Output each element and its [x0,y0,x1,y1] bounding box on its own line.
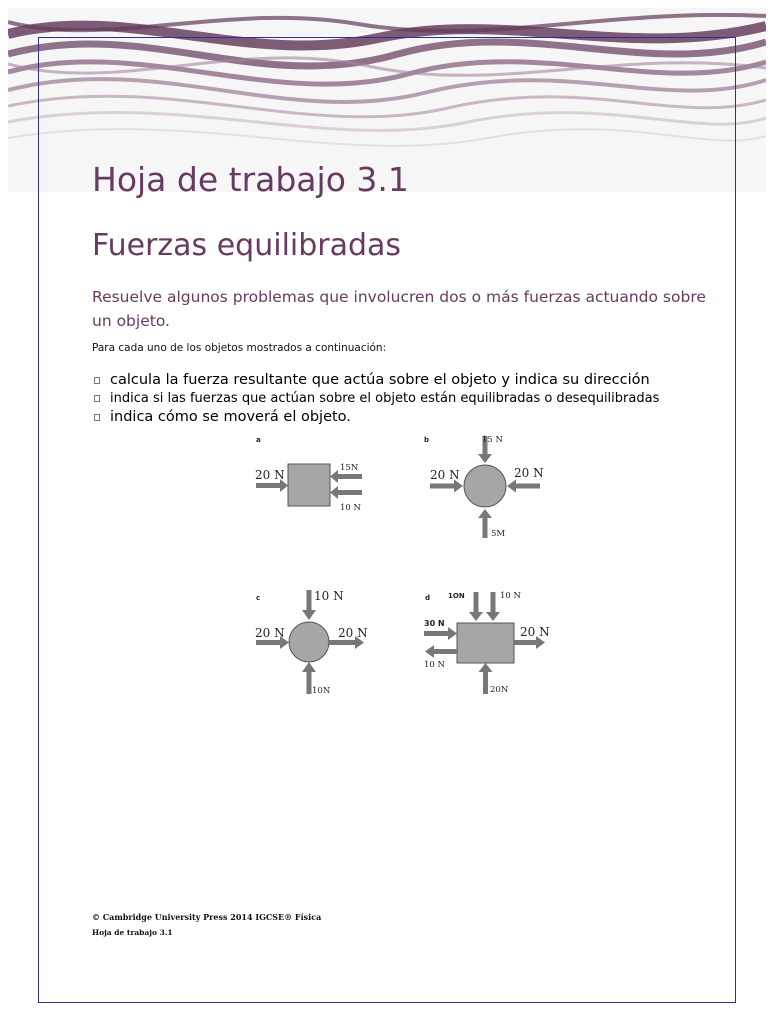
ball-object [289,622,329,662]
diagram-d-tag: d [425,594,431,602]
box-object [457,623,514,663]
force-label-top: 15 N [482,435,503,445]
force-label-top-right: 10 N [500,591,521,601]
force-arrow-right-bottom [330,486,362,499]
diagram-b-tag: b [424,436,430,444]
bullet-text: indica si las fuerzas que actúan sobre el objeto están equilibradas o desequilibradas [110,391,660,406]
force-label-bottom: 5M [491,529,506,539]
page-title: Hoja de trabajo 3.1 [92,160,409,199]
bullet-icon [94,395,100,402]
ball-object [464,465,506,507]
force-label-bottom: 20N [490,685,509,695]
force-label-left: 20 N [255,468,285,482]
force-label-top: 10 N [314,589,344,603]
list-item [92,408,659,427]
force-label-left-top: 30 N [424,619,445,628]
force-label-left: 20 N [255,626,285,640]
intro-text: Resuelve algunos problemas que involucren dos o más fuerzas actuando sobre un objeto. [92,288,706,330]
force-label-right-bottom: 10 N [340,503,361,513]
force-label-bottom: 10N [312,686,331,696]
page-subtitle: Fuerzas equilibradas [92,228,402,263]
force-label-left: 20 N [430,468,460,482]
bullet-text: indica cómo se moverá el objeto. [110,409,351,425]
diagram-a-tag: a [256,436,261,444]
force-label-top-left: 1ON [448,592,465,600]
force-arrow-top-right [486,592,500,621]
force-label-right: 20 N [338,626,368,640]
force-label-left-bottom: 10 N [424,660,445,670]
box-object [288,464,330,506]
force-arrow-top-left [469,592,483,621]
diagram-d [420,586,550,698]
footer-sheet-name: Hoja de trabajo 3.1 [92,928,173,937]
force-label-right: 20 N [520,625,550,639]
diagram-b [420,432,550,544]
diagram-c-tag: c [256,594,261,602]
force-label-right-top: 15N [340,463,359,473]
force-arrow-bottom [478,509,492,538]
force-label-right: 20 N [514,466,544,480]
bullet-icon [94,414,100,421]
instructions-list [92,371,659,427]
instructions-lead: Para cada uno de los objetos mostrados a continuación: [92,342,387,354]
force-arrow-left-bottom [425,645,458,658]
force-arrow-left-top [424,627,457,640]
footer-copyright: © Cambridge University Press 2014 IGCSE® Física [92,912,322,922]
list-item [92,371,659,390]
diagram-c [252,586,372,698]
list-item [92,390,659,408]
diagram-a [252,432,372,516]
bullet-text: calcula la fuerza resultante que actúa sobre el objeto y indica su dirección [110,372,650,388]
bullet-icon [94,377,100,384]
force-arrow-right [507,480,540,493]
